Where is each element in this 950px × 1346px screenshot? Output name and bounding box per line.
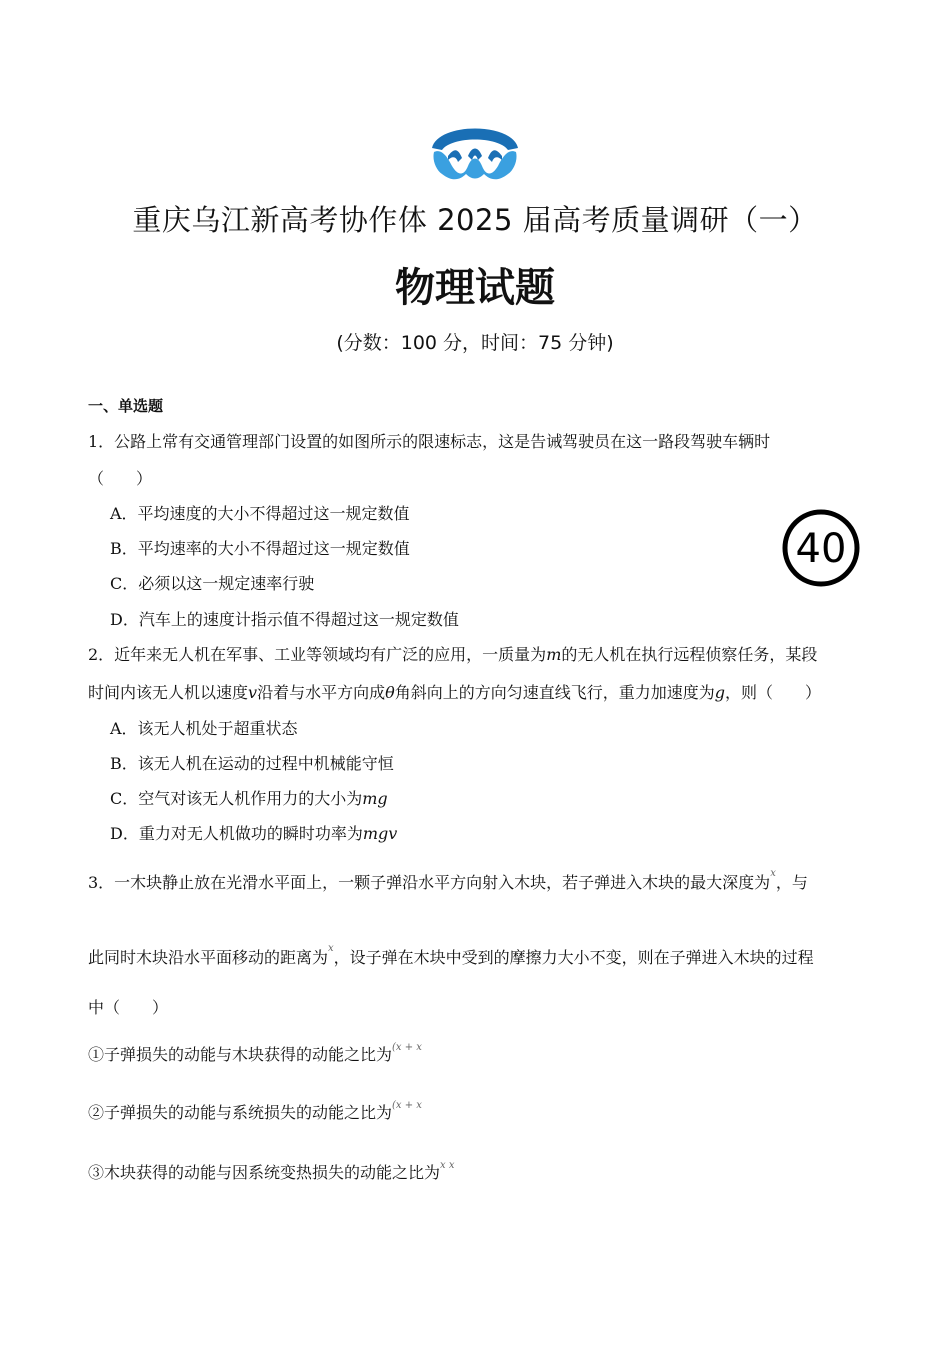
q1-stem: 1．公路上常有交通管理部门设置的如图所示的限速标志，这是告诫驾驶员在这一路段驾驶车辆时 (88, 432, 771, 451)
q2-stem-line1: 2．近年来无人机在军事、工业等领域均有广泛的应用，一质量为m的无人机在执行远程侦察任务，某段 (88, 645, 818, 664)
q2-stem-line2: 时间内该无人机以速度v沿着与水平方向成θ角斜向上的方向匀速直线飞行，重力加速度为g，则（ ） (88, 683, 821, 702)
q2-option-a: A．该无人机处于超重状态 (110, 719, 298, 738)
formula-fragment: (x + x (392, 1042, 422, 1053)
q1-option-b: B．平均速率的大小不得超过这一规定数值 (110, 539, 410, 558)
formula-fragment: x x (440, 1160, 455, 1171)
speed-limit-sign (782, 509, 860, 587)
q2-option-b: B．该无人机在运动的过程中机械能守恒 (110, 754, 394, 773)
q3-statement-3: ③木块获得的动能与因系统变热损失的动能之比为$^{x x}$ (88, 1160, 455, 1182)
subject-title: 物理试题 (395, 265, 555, 311)
q3-stem-line3: 中（ ） (88, 998, 169, 1017)
logo-icon (428, 118, 522, 190)
q2-option-c: C．空气对该无人机作用力的大小为mg (110, 789, 388, 808)
q3-stem-line2: 此同时木块沿水平面移动的距离为$^x$，设子弹在木块中受到的摩擦力大小不变，则在子弹进入木块的过程 (88, 943, 814, 967)
score-time-info: (分数：100 分，时间：75 分钟) (336, 332, 614, 354)
q1-option-d: D．汽车上的速度计指示值不得超过这一规定数值 (110, 610, 459, 629)
formula-fragment: (x + x (392, 1100, 422, 1111)
q1-option-c: C．必须以这一规定速率行驶 (110, 574, 315, 593)
q3-statement-1: ①子弹损失的动能与木块获得的动能之比为$^{(x + x}$ (88, 1042, 422, 1064)
q3-stem-line1: 3．一木块静止放在光滑水平面上，一颗子弹沿水平方向射入木块，若子弹进入木块的最大深度为$^x$，与 (88, 868, 808, 892)
section-heading: 一、单选题 (88, 397, 164, 415)
q2-option-d: D．重力对无人机做功的瞬时功率为mgv (110, 824, 398, 843)
speed-limit-value: 40 (795, 526, 847, 572)
formula-fragment: x (328, 943, 334, 954)
exam-title: 重庆乌江新高考协作体 2025 届高考质量调研（一） (132, 203, 818, 237)
q1-answer-paren: （ ） (88, 469, 153, 488)
q3-statement-2: ②子弹损失的动能与系统损失的动能之比为$^{(x + x}$ (88, 1100, 422, 1122)
formula-fragment: x (770, 868, 776, 879)
q1-option-a: A．平均速度的大小不得超过这一规定数值 (110, 504, 410, 523)
